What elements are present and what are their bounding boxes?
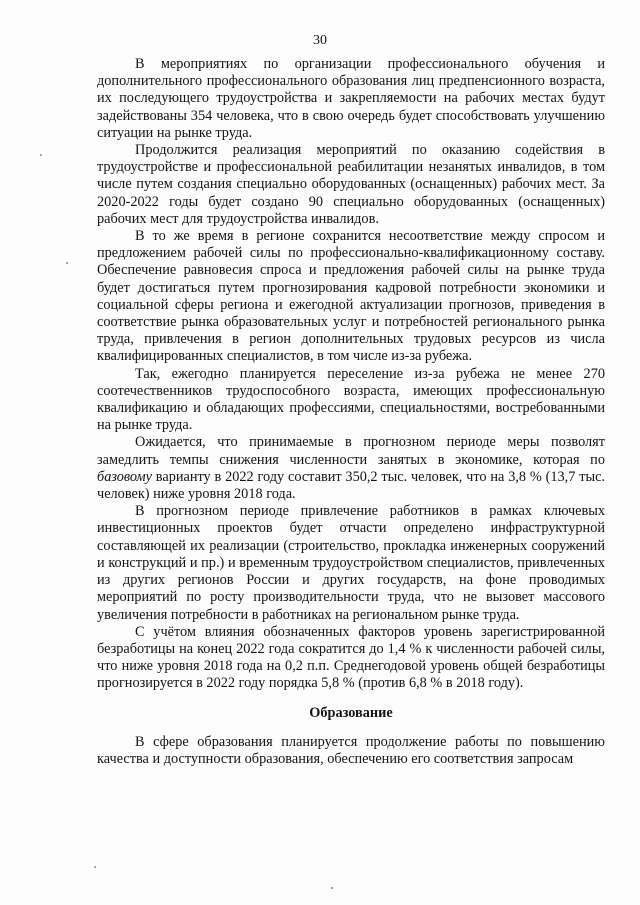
paragraph-training: В мероприятиях по организации профессионального обучения и дополнительного профессионального образования лиц предпенсионного возраста, их последующего трудоустройства и закрепляемости на рабочих местах будут задействованы 354 человека, что в свою очередь будет способствовать улучшению ситуации на рынке труда. [97, 56, 605, 141]
paragraph-unemployment: С учётом влияния обозначенных факторов уровень зарегистрированной безработицы на конец 2022 года сократится до 1,4 % к численности рабочей силы, что ниже уровня 2018 года на 0,2 п.п. Среднегодовой уровень общей безработицы прогнозируется в 2022 году порядка 5,8 % (против 6,8 % в 2018 году). [97, 623, 605, 692]
scan-speck [40, 154, 42, 156]
paragraph-disabled-employment: Продолжится реализация мероприятий по оказанию содействия в трудоустройстве и профессиональной реабилитации незанятых инвалидов, в том числе путем создания специально оборудованных (оснащенных) рабочих мест. За 2020-2022 годы будет создано 90 специально оборудованных (оснащенных) рабочих мест для трудоустройства инвалидов. [97, 142, 605, 227]
paragraph-investment-projects: В прогнозном периоде привлечение работников в рамках ключевых инвестиционных проектов будет отчасти определено инфраструктурной составляющей их реализации (строительство, прокладка инженерных сооружений и конструкций и пр.) и временным трудоустройством специалистов, привлеченных из других регионов России и других государств, на фоне проводимых мероприятий по росту производительности труда, что не вызовет массового увеличения потребности в работниках на региональном рынке труда. [97, 503, 605, 623]
paragraph-employment-forecast [97, 434, 605, 503]
scan-speck [331, 887, 333, 889]
document-body [97, 56, 605, 768]
section-heading: Образование [309, 704, 393, 721]
paragraph-compatriots: Так, ежегодно планируется переселение из-за рубежа не менее 270 соотечественников трудоспособного возраста, имеющих профессиональную квалификацию и обладающих профессиями, специальностями, востребованными на рынке труда. [97, 365, 605, 434]
paragraph-education: В сфере образования планируется продолжение работы по повышению качества и доступности образования, обеспечению его соответствия запросам [97, 733, 605, 767]
paragraph-labor-balance: В то же время в регионе сохранится несоответствие между спросом и предложением рабочей силы по профессионально-квалификационному составу. Обеспечение равновесия спроса и предложения рабочей силы на рынке труда будет достигаться путем прогнозирования кадровой потребности экономики и социальной сферы региона и ежегодной актуализации прогнозов, приведения в соответствие рынка образовательных услуг и потребностей регионального рынка труда, привлечения в регион дополнительных трудовых ресурсов из числа квалифицированных специалистов, в том числе из-за рубежа. [97, 228, 605, 365]
italic-scenario-name: базовому [97, 468, 152, 485]
paragraph-employment-forecast-end: варианту в 2022 году составит 350,2 тыс. человек, что на 3,8 % (13,7 тыс. человек) ниже уровня 2018 года. [97, 468, 605, 503]
scan-speck [94, 866, 96, 868]
scan-speck [66, 262, 68, 264]
paragraph-employment-forecast-start: Ожидается, что принимаемые в прогнозном периоде меры позволят замедлить темпы снижения численности занятых в экономике, которая по [97, 434, 605, 468]
page-number: 30 [313, 33, 327, 48]
